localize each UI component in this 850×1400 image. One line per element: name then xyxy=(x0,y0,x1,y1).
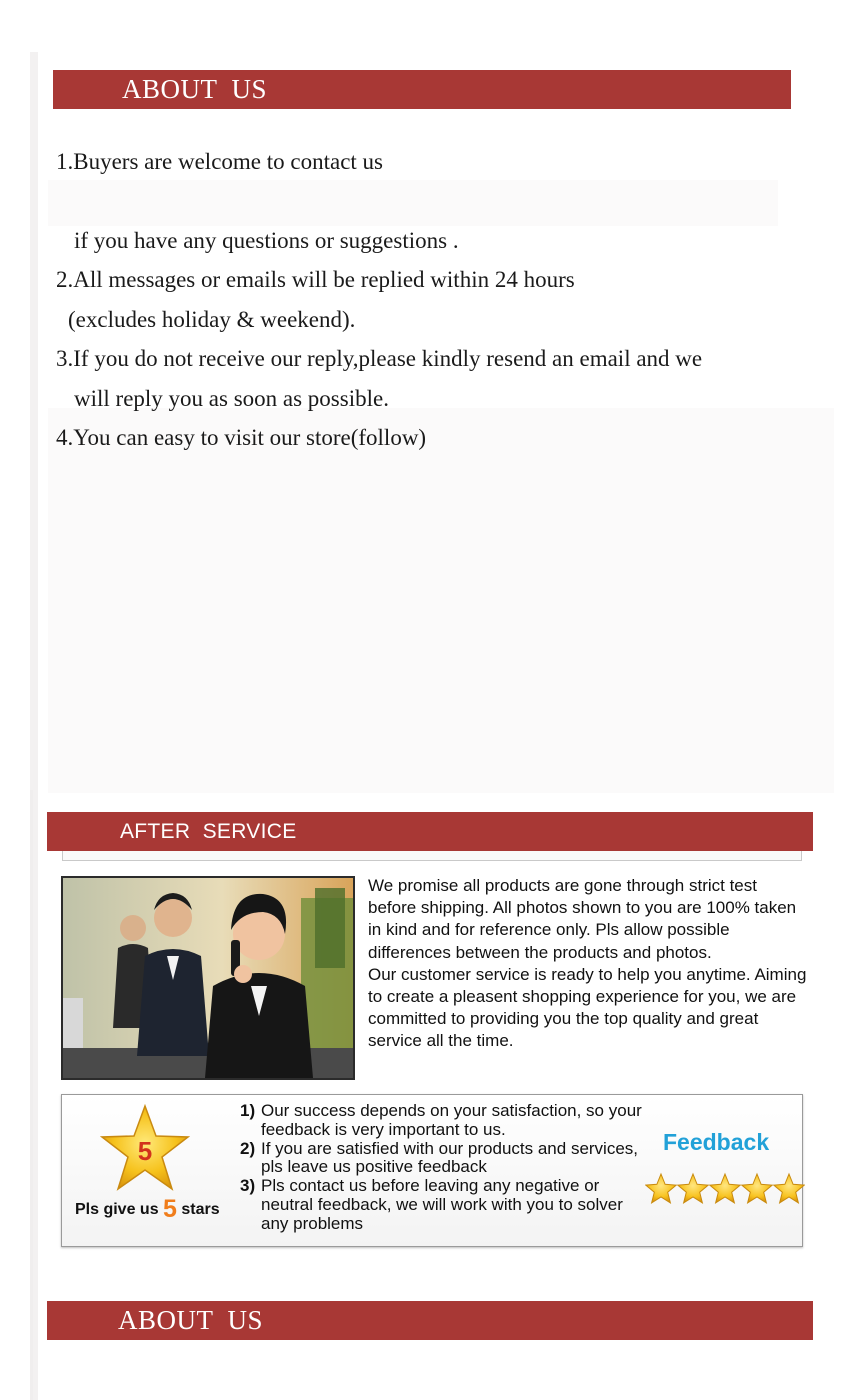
rating-star-icon xyxy=(710,1174,740,1203)
placeholder-strip xyxy=(48,180,778,226)
about-line-5: 3.If you do not receive our reply,please kindly resend an email and we xyxy=(56,346,703,371)
about-line-6: will reply you as soon as possible. xyxy=(74,386,389,411)
customer-service-photo xyxy=(61,876,355,1080)
list-item-text: If you are satisfied with our products and services, pls leave us positive feedback xyxy=(261,1138,639,1177)
after-service-banner xyxy=(47,812,813,851)
give-stars-number: 5 xyxy=(163,1195,177,1223)
give-stars-suffix: stars xyxy=(181,1201,220,1218)
after-service-text xyxy=(368,875,808,1053)
service-paragraph-1: We promise all products are gone through strict test before shipping. All photos shown to you are 100% taken in kind and for reference only. Pls allow possible differences between the products and photos. xyxy=(368,876,797,962)
list-item-text: Pls contact us before leaving any negative or neutral feedback, we will work with you to solver any problems xyxy=(261,1176,623,1233)
left-border-lower xyxy=(30,790,33,1400)
feedback-list xyxy=(240,1102,650,1234)
list-item xyxy=(240,1140,650,1178)
placeholder-panel xyxy=(48,408,834,793)
list-item-text: Our success depends on your satisfaction, so your feedback is very important to us. xyxy=(261,1101,642,1139)
list-item-number: 3) xyxy=(240,1176,256,1196)
star-badge-number: 5 xyxy=(137,1136,153,1166)
about-line-2: if you have any questions or suggestions . xyxy=(74,228,459,253)
after-service-box xyxy=(62,851,802,861)
rating-star-icon xyxy=(646,1174,676,1203)
after-service-title: AFTER SERVICE xyxy=(120,819,297,843)
give-stars-prefix: Pls give us xyxy=(75,1201,159,1218)
about-line-4: (excludes holiday & weekend). xyxy=(68,307,356,332)
rating-stars xyxy=(645,1172,805,1208)
rating-star-icon xyxy=(678,1174,708,1203)
about-line-3: 2.All messages or emails will be replied within 24 hours xyxy=(56,267,575,292)
list-item-number: 1) xyxy=(240,1101,256,1120)
rating-star-icon xyxy=(742,1174,772,1203)
five-star-badge-icon xyxy=(100,1104,190,1192)
service-paragraph-2: Our customer service is ready to help you anytime. Aiming to create a pleasent shopping experience for you, we are committed to providing you the top quality and great service all the time. xyxy=(368,964,807,1051)
list-item xyxy=(240,1177,650,1233)
about-us-banner xyxy=(53,70,791,109)
about-line-7: 4.You can easy to visit our store(follow) xyxy=(56,425,427,450)
list-item-number: 2) xyxy=(240,1138,256,1158)
about-us-banner-bottom xyxy=(47,1301,813,1340)
rating-star-icon xyxy=(774,1174,804,1203)
feedback-title: Feedback xyxy=(663,1129,770,1155)
about-us-title: ABOUT US xyxy=(122,74,268,104)
give-stars-label xyxy=(75,1195,220,1224)
about-line-1: 1.Buyers are welcome to contact us xyxy=(56,149,383,174)
list-item xyxy=(240,1102,650,1140)
about-us-title-bottom: ABOUT US xyxy=(118,1305,264,1335)
